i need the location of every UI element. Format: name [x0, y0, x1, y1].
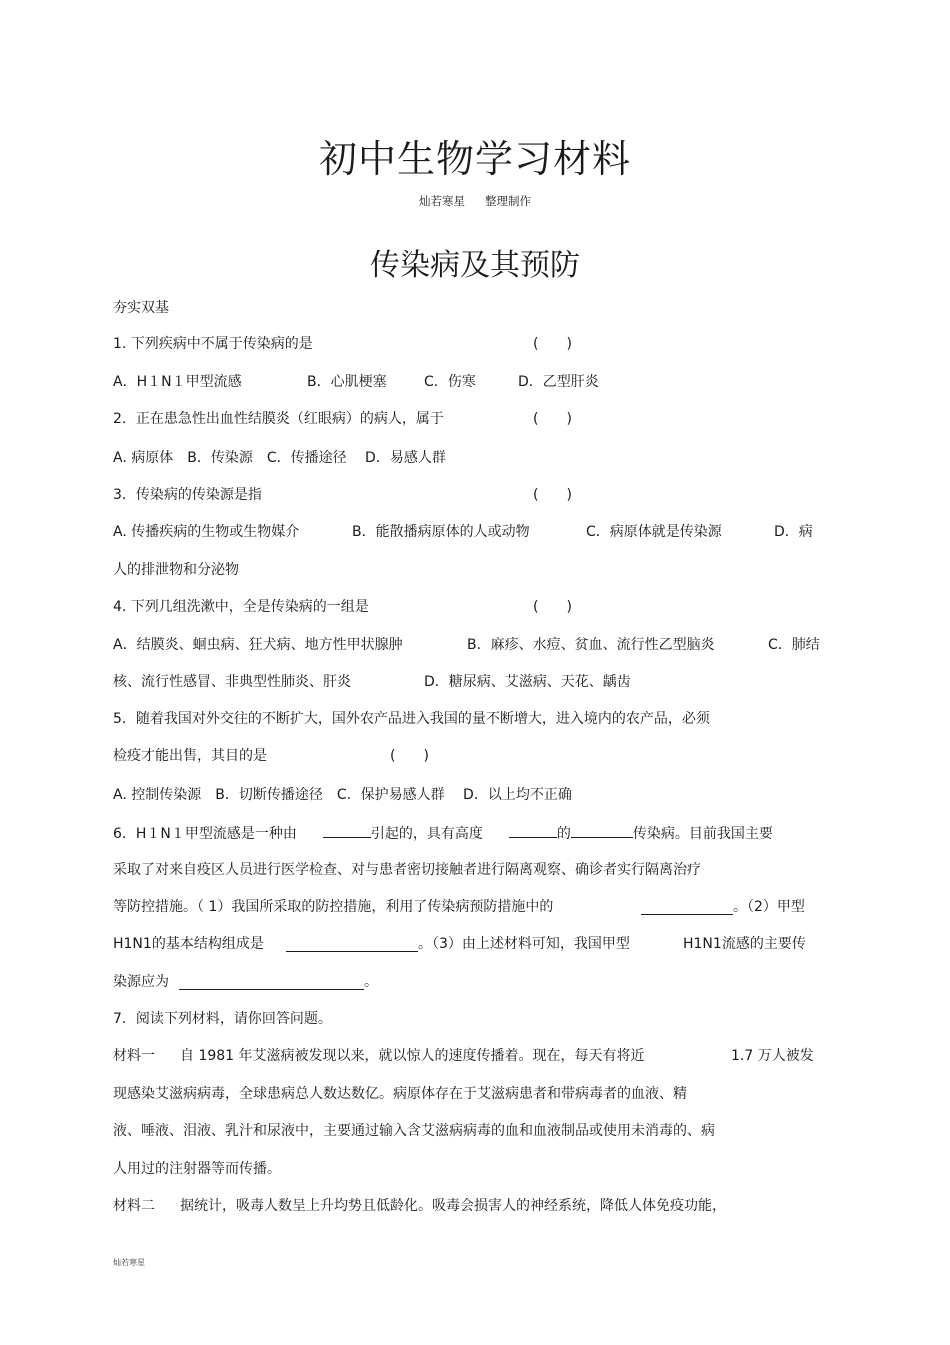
question-4-option-a: A．结膜炎、蛔虫病、狂犬病、地方性甲状腺肿 [113, 637, 403, 653]
question-6-text: 。（3）由上述材料可知，我国甲型 [418, 936, 630, 952]
author-name: 灿若寒星 [419, 194, 465, 208]
question-1 [113, 334, 313, 354]
question-4-option-b: B．麻疹、水痘、贫血、流行性乙型脑炎 [467, 637, 715, 653]
question-3-stem: 3．传染病的传染源是指 [113, 487, 262, 503]
material-1-text: 人用过的注射器等而传播。 [113, 1161, 281, 1177]
author-credit [0, 193, 950, 209]
document-title: 初中生物学习材料 [318, 137, 631, 181]
question-6-line-2: 采取了对来自疫区人员进行医学检查、对与患者密切接触者进行隔离观察、确诊者实行隔离治疗 [113, 862, 701, 878]
question-6-text: 染源应为 [113, 974, 169, 990]
question-3-option-c: C．病原体就是传染源 [586, 524, 722, 540]
question-3-option-b: B．能散播病原体的人或动物 [352, 524, 530, 540]
question-3-option-d-cont: 人的排泄物和分泌物 [113, 562, 239, 578]
question-6-text: H1N1流感的主要传 [683, 936, 806, 952]
answer-bracket: ( ) [533, 487, 572, 503]
fill-blank-4[interactable] [641, 899, 733, 915]
fill-blank-2[interactable] [509, 822, 557, 838]
question-5-stem: 5．随着我国对外交往的不断扩大，国外农产品进入我国的量不断增大，进入境内的农产品，必须 [113, 711, 710, 727]
question-6-text: 传染病。目前我国主要 [632, 826, 773, 842]
answer-bracket: ( ) [390, 748, 429, 764]
answer-bracket: ( ) [533, 336, 572, 352]
question-4-option-d: D．糖尿病、艾滋病、天花、龋齿 [424, 674, 631, 690]
fill-blank-3[interactable] [571, 822, 633, 838]
question-6-text: 。 [364, 974, 378, 990]
section-heading: 传染病及其预防 [370, 248, 580, 283]
material-2-label: 材料二 [113, 1198, 155, 1214]
material-1-text: 液、唾液、泪液、乳汁和尿液中，主要通过输入含艾滋病病毒的血和血液制品或使用未消毒的、病 [113, 1123, 715, 1139]
question-1-option-c: C．伤寒 [424, 374, 476, 390]
question-1-option-a: A．H１N１甲型流感 [113, 374, 242, 390]
question-3-option-a: A. 传播疾病的生物或生物媒介 [113, 524, 300, 540]
question-6-text: H1N1的基本结构组成是 [113, 936, 264, 952]
question-4-option-c-cont: 核、流行性感冒、非典型性肺炎、肝炎 [113, 674, 351, 690]
question-1-stem: 1. 下列疾病中不属于传染病的是 [113, 336, 313, 352]
question-6-text: 6．H１N１甲型流感是一种由 [113, 826, 297, 842]
credit-text: 整理制作 [485, 194, 531, 208]
question-3-option-d: D．病 [774, 524, 813, 540]
question-2-stem: 2．正在患急性出血性结膜炎（红眼病）的病人，属于 [113, 411, 444, 427]
material-1-text: 现感染艾滋病病毒，全球患病总人数达数亿。病原体存在于艾滋病患者和带病毒者的血液、精 [113, 1086, 687, 1102]
answer-bracket: ( ) [533, 411, 572, 427]
question-6-line-1 [113, 822, 773, 844]
question-5-stem-cont: 检疫才能出售，其目的是 [113, 748, 267, 764]
material-1-label: 材料一 [113, 1048, 155, 1064]
question-1-option-d: D．乙型肝炎 [518, 374, 599, 390]
question-7-stem: 7．阅读下列材料，请你回答问题。 [113, 1011, 332, 1027]
question-6-text: 引起的，具有高度 [370, 826, 483, 842]
material-1-text: 自 1981 年艾滋病被发现以来，就以惊人的速度传播着。现在，每天有将近 [180, 1048, 645, 1064]
question-4-option-c: C．肺结 [768, 637, 820, 653]
question-6-line-3 [113, 897, 553, 917]
question-4-stem: 4. 下列几组洗漱中，全是传染病的一组是 [113, 599, 369, 615]
question-2-options: A. 病原体 B．传染源 C．传播途径 D．易感人群 [113, 450, 446, 466]
fill-blank-1[interactable] [323, 822, 371, 838]
question-6-text: 的 [556, 826, 571, 842]
fill-blank-6[interactable] [179, 974, 364, 990]
fill-blank-5[interactable] [286, 936, 418, 952]
material-2-text: 据统计，吸毒人数呈上升均势且低龄化。吸毒会损害人的神经系统，降低人体免疫功能， [180, 1198, 726, 1214]
question-6-text: 等防控措施。（ 1）我国所采取的防控措施，利用了传染病预防措施中的 [113, 899, 554, 915]
page-footer: 灿若寒星 [113, 1258, 145, 1267]
material-1-text: 1.7 万人被发 [731, 1048, 814, 1064]
section-label: 夯实双基 [113, 300, 169, 316]
question-1-option-b: B．心肌梗塞 [307, 374, 387, 390]
answer-bracket: ( ) [533, 599, 572, 615]
question-5-options: A. 控制传染源 B．切断传播途径 C．保护易感人群 D．以上均不正确 [113, 787, 572, 803]
question-6-text: 。（2）甲型 [733, 899, 805, 915]
